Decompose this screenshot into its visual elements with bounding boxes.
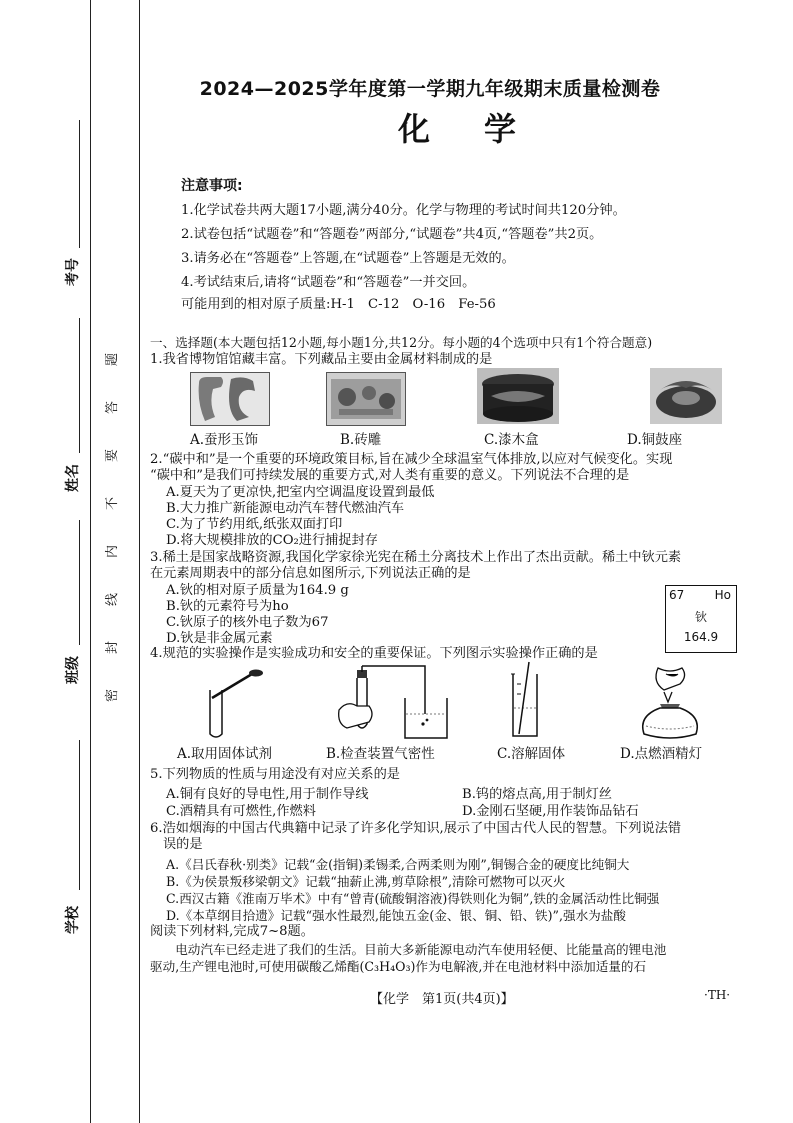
seal-char: 题: [105, 352, 121, 367]
exam-title: 2024—2025学年度第一学期九年级期末质量检测卷: [199, 78, 661, 100]
q2-option: D.将大规模排放的CO₂进行捕捉封存: [166, 533, 378, 548]
q2-stem: 2.“碳中和”是一个重要的环境政策目标,旨在减少全球温室气体排放,以应对气候变化。实现: [150, 452, 673, 467]
dissolve-solid-figure: [505, 660, 545, 746]
q5-option: B.钨的熔点高,用于制灯丝: [462, 787, 612, 802]
school-blank: [79, 740, 80, 890]
brick-carving-image: [326, 372, 406, 426]
paper-code: ·TH·: [704, 988, 731, 1002]
atomic-mass-line: 可能用到的相对原子质量:H-1 C-12 O-16 Fe-56: [181, 297, 496, 312]
q1-option: A.蚕形玉饰: [190, 432, 259, 448]
q4-option: C.溶解固体: [497, 746, 566, 762]
exam-no-label: 考号: [65, 258, 81, 286]
q6-stem: 6.浩如烟海的中国古代典籍中记录了许多化学知识,展示了中国古代人民的智慧。下列说法错: [150, 821, 682, 836]
q4-option: B.检查装置气密性: [326, 746, 435, 762]
seal-char: 内: [105, 544, 121, 559]
seal-char: 封: [105, 640, 121, 655]
q6-option: B.《为侯景叛移梁朝文》记载“抽薪止沸,剪草除根”,清除可燃物可以灭火: [166, 874, 566, 889]
q5-option: D.金刚石坚硬,用作装饰品钻石: [462, 804, 639, 819]
notice-item: 1.化学试卷共两大题17小题,满分40分。化学与物理的考试时间共120分钟。: [181, 203, 626, 218]
q2-option: B.大力推广新能源电动汽车替代燃油汽车: [166, 501, 405, 516]
q5-stem: 5.下列物质的性质与用途没有对应关系的是: [150, 767, 400, 782]
q3-option: D.钬是非金属元素: [166, 631, 273, 646]
notice-heading: 注意事项:: [181, 178, 243, 194]
q6-option: D.《本草纲目拾遗》记载“强水性最烈,能蚀五金(金、银、铜、铅、铁)”,强水为盐酸: [166, 908, 626, 923]
q3-option: C.钬原子的核外电子数为67: [166, 615, 329, 630]
school-label: 学校: [65, 906, 81, 934]
notice-item: 4.考试结束后,请将“试题卷”和“答题卷”一并交回。: [181, 275, 476, 290]
q1-option: B.砖雕: [340, 432, 382, 448]
margin-line-left: [90, 0, 91, 1123]
margin-line-right: [139, 0, 140, 1123]
q1-option: D.铜鼓座: [627, 432, 683, 448]
q5-option: A.铜有良好的导电性,用于制作导线: [166, 787, 369, 802]
element-card: [665, 585, 737, 653]
seal-char: 线: [105, 592, 121, 607]
atomic-mass: 164.9: [683, 630, 719, 644]
q1-option: C.漆木盒: [484, 432, 539, 448]
seal-char: 要: [105, 448, 121, 463]
name-label: 姓名: [65, 464, 81, 492]
airtightness-figure: [335, 662, 453, 746]
exam-no-blank: [79, 120, 80, 248]
reading-paragraph: 电动汽车已经走进了我们的生活。目前大多新能源电动汽车使用轻便、比能量高的锂电池: [150, 942, 667, 957]
lacquer-box-image: [477, 368, 559, 424]
q3-stem: 3.稀土是国家战略资源,我国化学家徐光宪在稀土分离技术上作出了杰出贡献。稀土中钬元素: [150, 550, 682, 565]
notice-item: 3.请务必在“答题卷”上答题,在“试题卷”上答题是无效的。: [181, 251, 515, 266]
name-blank: [79, 318, 80, 453]
q4-option: D.点燃酒精灯: [620, 746, 703, 762]
q3-option: A.钬的相对原子质量为164.9 g: [166, 583, 349, 598]
element-name: 钬: [694, 610, 707, 624]
class-label: 班级: [65, 656, 81, 684]
seal-char: 答: [105, 400, 121, 415]
q4-option: A.取用固体试剂: [177, 746, 273, 762]
element-symbol: Ho: [714, 588, 731, 602]
atomic-number: 67: [669, 588, 685, 602]
q1-stem: 1.我省博物馆馆藏丰富。下列藏品主要由金属材料制成的是: [150, 352, 493, 367]
q2-option: C.为了节约用纸,纸张双面打印: [166, 517, 343, 532]
q4-stem: 4.规范的实验操作是实验成功和安全的重要保证。下列图示实验操作正确的是: [150, 646, 598, 661]
q3-option: B.钬的元素符号为ho: [166, 599, 289, 614]
q2-stem: “碳中和”是我们可持续发展的重要方式,对人类有重要的意义。下列说法不合理的是: [150, 468, 630, 483]
q5-option: C.酒精具有可燃性,作燃料: [166, 804, 316, 819]
reading-paragraph: 驱动,生产锂电池时,可使用碳酸乙烯酯(C₃H₄O₃)作为电解液,并在电池材料中添加适量的石: [150, 959, 647, 974]
notice-item: 2.试卷包括“试题卷”和“答题卷”两部分,“试题卷”共4页,“答题卷”共2页。: [181, 227, 603, 242]
alcohol-lamp-figure: [630, 664, 710, 748]
q6-option: C.西汉古籍《淮南万毕术》中有“曾青(硫酸铜溶液)得铁则化为铜”,铁的金属活动性比铜强: [166, 891, 660, 906]
page-number: 【化学 第1页(共4页)】: [370, 992, 514, 1007]
subject-title: 化学: [397, 110, 570, 148]
class-blank: [79, 520, 80, 645]
q2-option: A.夏天为了更凉快,把室内空调温度设置到最低: [166, 485, 435, 500]
reading-intro: 阅读下列材料,完成7~8题。: [150, 924, 314, 939]
q3-stem: 在元素周期表中的部分信息如图所示,下列说法正确的是: [150, 566, 471, 581]
seal-char: 不: [105, 496, 121, 511]
jade-silkworm-image: [190, 372, 270, 426]
section-heading: 一、选择题(本大题包括12小题,每小题1分,共12分。每小题的4个选项中只有1个符合题意): [150, 335, 653, 350]
q6-option: A.《吕氏春秋·别类》记载“金(指铜)柔锡柔,合两柔则为刚”,铜锡合金的硬度比纯铜大: [166, 857, 630, 872]
q6-stem: 误的是: [163, 837, 203, 852]
spoon-test-tube-figure: [200, 668, 270, 744]
bronze-drum-base-image: [650, 368, 722, 424]
seal-char: 密: [105, 688, 121, 703]
